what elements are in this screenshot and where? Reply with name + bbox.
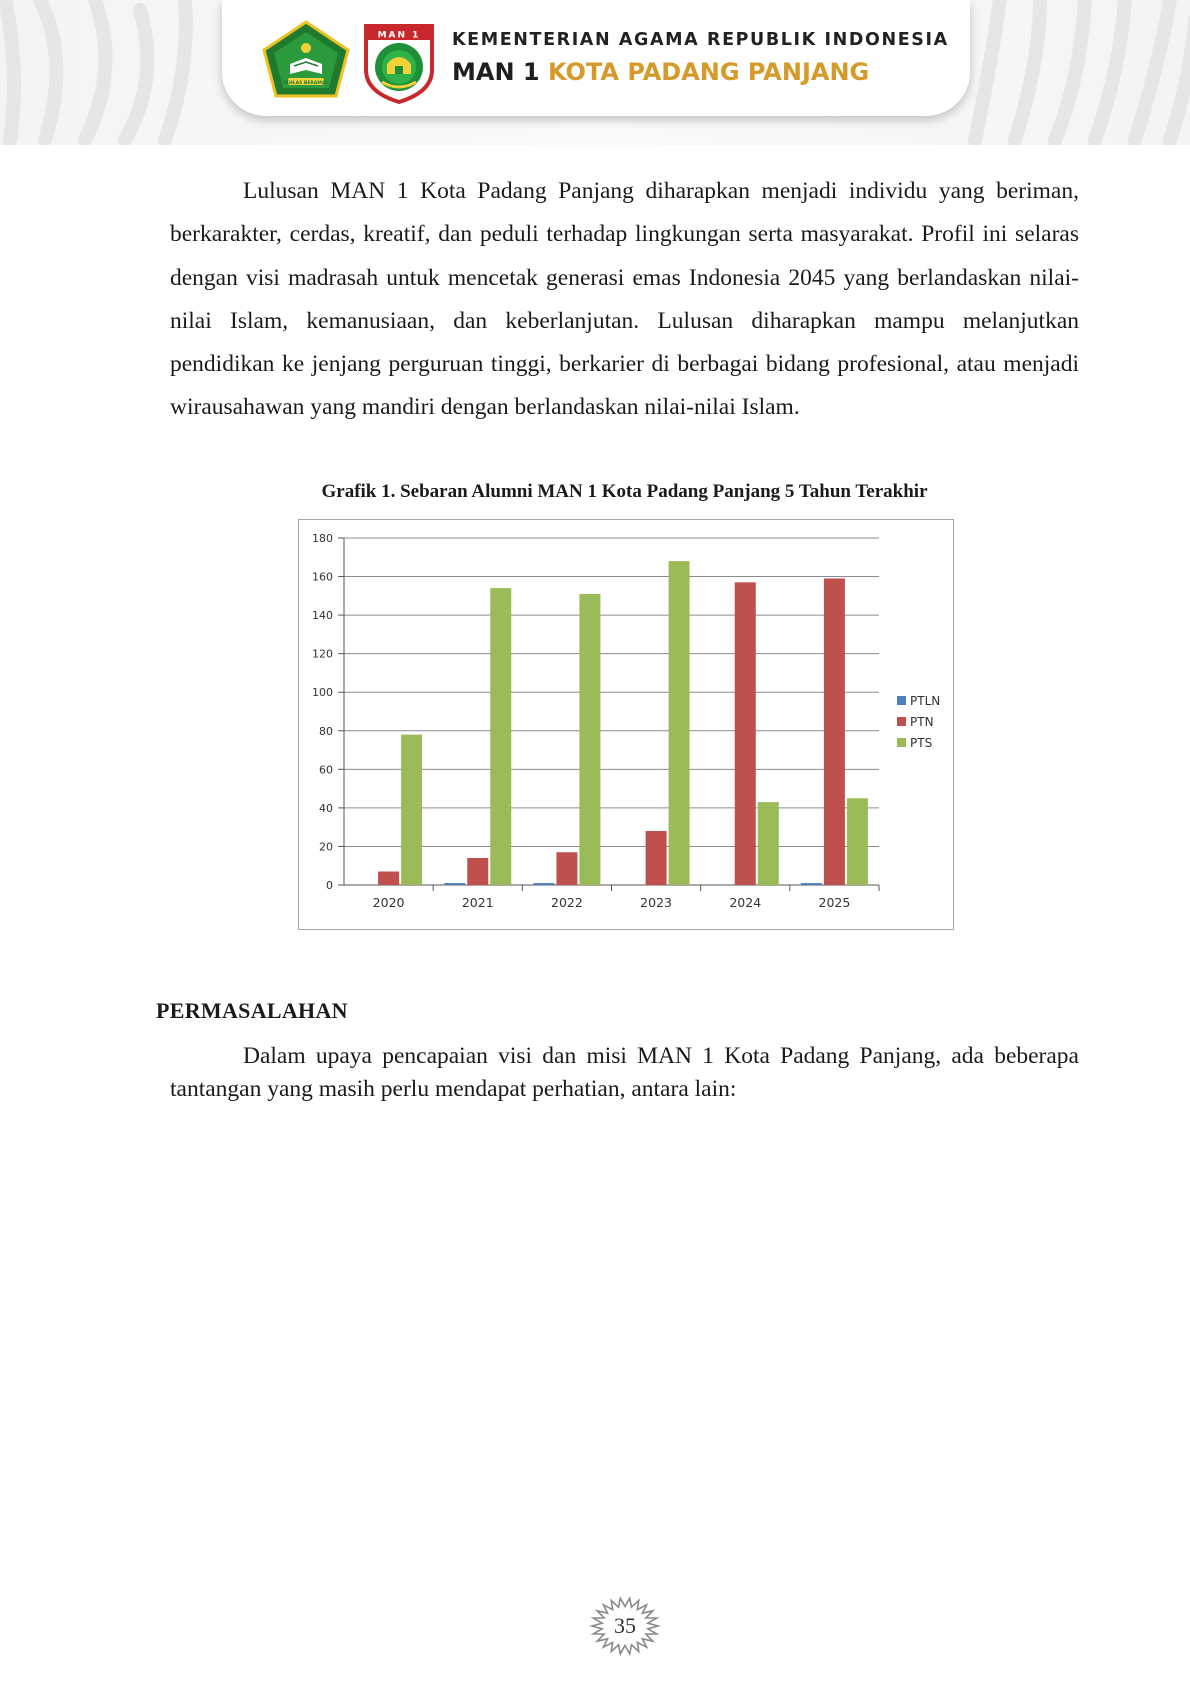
x-tick-label: 2025 <box>818 895 851 910</box>
school-title-part1: MAN 1 <box>452 58 548 86</box>
graduate-profile-paragraph: Lulusan MAN 1 Kota Padang Panjang diharapkan menjadi individu yang beriman, berkarakter, cerdas, kreatif, dan peduli terhadap lingkungan serta masyarakat. Profil ini selaras dengan visi madrasah untuk mencetak generasi emas Indonesia 2045 yang berlandaskan nilai-nilai Islam, kemanusiaan, dan keberlanjutan. Lulusan diharapkan mampu melanjutkan pendidikan ke jenjang perguruan tinggi, berkarier di berbagai bidang profesional, atau menjadi wirausahawan yang mandiri dengan berlandaskan nilai-nilai Islam. <box>170 178 1079 421</box>
y-tick-label: 180 <box>312 532 333 545</box>
y-tick-label: 40 <box>319 801 333 815</box>
x-tick-label: 2020 <box>372 895 405 910</box>
legend-label-ptn: PTN <box>910 715 934 729</box>
bar-ptn-2025 <box>824 578 845 885</box>
bar-ptn-2021 <box>467 858 488 885</box>
header-band <box>0 0 1190 145</box>
page-number: 35 <box>614 1613 636 1638</box>
chart-svg <box>299 520 953 929</box>
x-tick-label: 2022 <box>551 895 583 910</box>
y-tick-label: 60 <box>319 763 333 777</box>
bar-ptn-2023 <box>646 831 667 885</box>
school-title <box>452 58 869 86</box>
legend-swatch-ptn <box>897 717 906 726</box>
bar-ptln-2021 <box>444 883 465 885</box>
kemenag-logo-icon <box>260 20 352 98</box>
page-number-badge <box>576 1591 674 1661</box>
legend-label-pts: PTS <box>910 736 933 750</box>
legend-swatch-ptln <box>897 696 906 705</box>
x-tick-label: 2024 <box>729 895 762 910</box>
man1-badge-text: MAN 1 <box>377 30 421 41</box>
y-tick-label: 20 <box>319 840 333 854</box>
challenges-paragraph: Dalam upaya pencapaian visi dan misi MAN 1 Kota Padang Panjang, ada beberapa tantangan yang masih perlu mendapat perhatian, antara lain: <box>170 1043 1079 1102</box>
bar-pts-2024 <box>758 802 779 885</box>
bar-pts-2022 <box>579 594 600 885</box>
ministry-title: KEMENTERIAN AGAMA REPUBLIK INDONESIA <box>452 30 949 50</box>
y-tick-label: 120 <box>312 647 333 661</box>
alumni-bar-chart <box>298 519 954 930</box>
x-tick-label: 2021 <box>461 895 494 910</box>
y-tick-label: 140 <box>312 609 333 623</box>
y-tick-label: 0 <box>326 879 333 892</box>
bar-pts-2020 <box>401 735 422 885</box>
y-tick-label: 160 <box>312 570 333 584</box>
bar-pts-2025 <box>847 798 868 885</box>
bar-ptn-2024 <box>735 582 756 885</box>
y-tick-label: 100 <box>312 686 333 700</box>
bar-ptn-2022 <box>556 852 577 885</box>
bar-pts-2023 <box>669 561 690 885</box>
school-title-part2: KOTA PADANG PANJANG <box>547 58 870 86</box>
section-title: PERMASALAHAN <box>156 998 348 1023</box>
bar-ptln-2025 <box>801 883 822 885</box>
bar-pts-2021 <box>490 588 511 885</box>
seal-text: IKHLAS BERAMAL <box>283 81 329 86</box>
header-card <box>222 0 970 116</box>
legend-swatch-pts <box>897 738 906 747</box>
x-tick-label: 2023 <box>640 895 672 910</box>
bar-ptln-2022 <box>533 883 554 885</box>
bar-ptn-2020 <box>378 872 399 885</box>
chart-caption: Grafik 1. Sebaran Alumni MAN 1 Kota Padang Panjang 5 Tahun Terakhir <box>321 481 928 502</box>
man1-logo-icon <box>360 22 438 104</box>
y-tick-label: 80 <box>319 724 333 738</box>
legend-label-ptln: PTLN <box>910 694 941 708</box>
